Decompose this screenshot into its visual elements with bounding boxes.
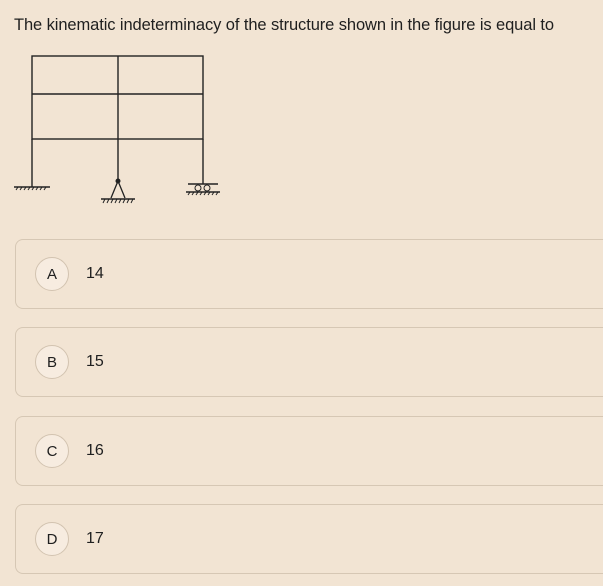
question-text: The kinematic indeterminacy of the structure shown in the figure is equal to [14,16,554,34]
option-value: 14 [86,265,104,282]
option-value: 16 [86,442,104,459]
structure-figure [10,50,225,210]
option-a[interactable] [15,239,603,309]
option-letter-badge: B [35,345,69,379]
fixed-support-icon [14,187,50,190]
option-letter-badge: A [35,257,69,291]
option-b[interactable] [15,327,603,397]
option-letter-badge: D [35,522,69,556]
option-c[interactable] [15,416,603,486]
option-d[interactable] [15,504,603,574]
option-value: 17 [86,530,104,547]
hinge-support-icon [101,179,135,203]
roller-support-icon [186,184,220,195]
option-letter-badge: C [35,434,69,468]
option-value: 15 [86,353,104,370]
